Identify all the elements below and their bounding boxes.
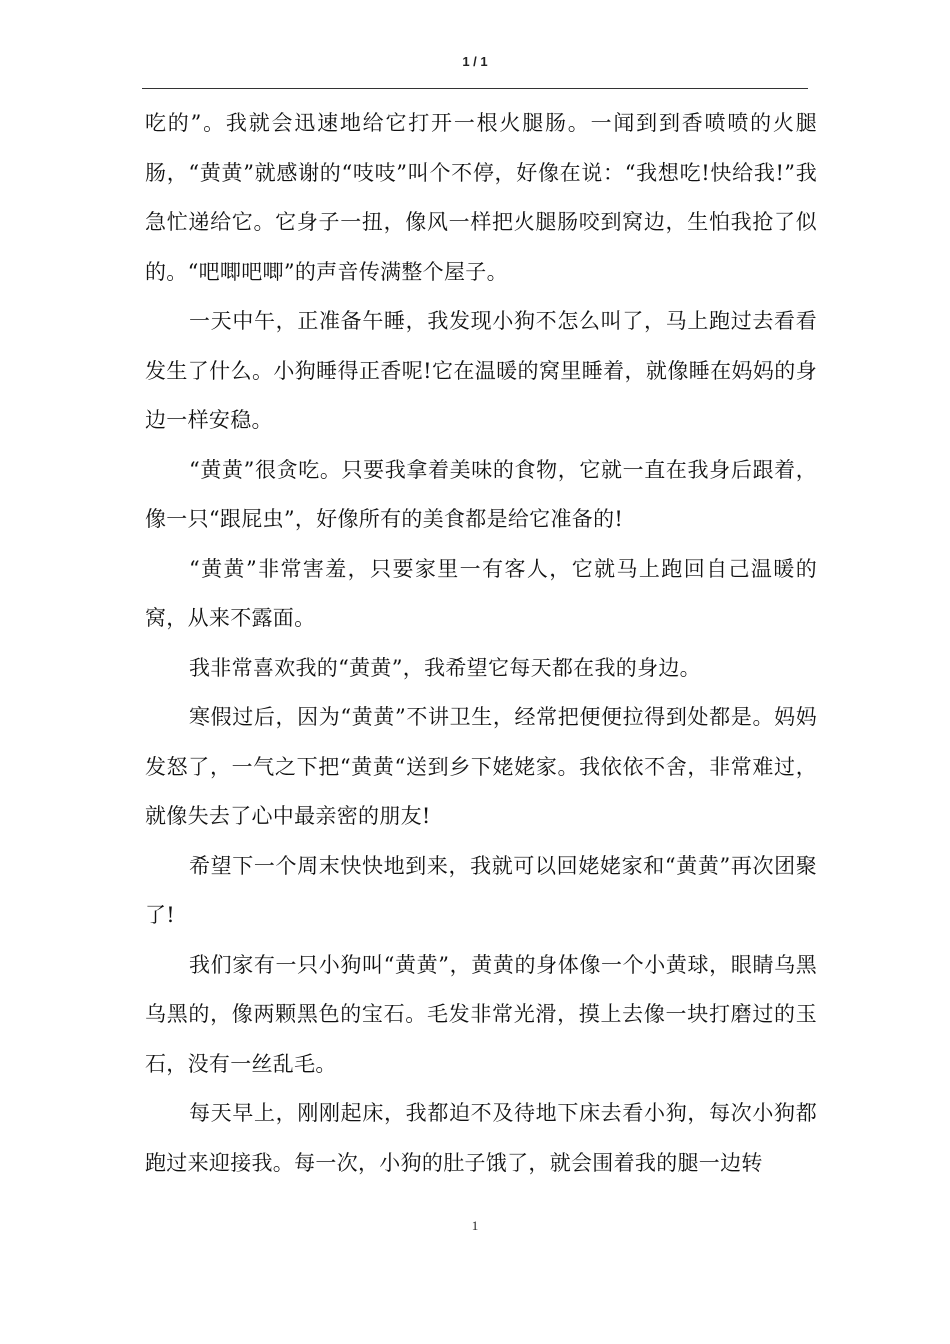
- paragraph: “黄黄”非常害羞，只要家里一有客人，它就马上跑回自己温暖的窝，从来不露面。: [145, 556, 817, 630]
- paragraph: 希望下一个周末快快地到来，我就可以回姥姥家和“黄黄”再次团聚了!: [145, 853, 817, 927]
- paragraph: “黄黄”很贪吃。只要我拿着美味的食物，它就一直在我身后跟着，像一只“跟屁虫”，好像所有的美食都是给它准备的!: [145, 457, 817, 531]
- paragraph: 每天早上，刚刚起床，我都迫不及待地下床去看小狗，每次小狗都跑过来迎接我。每一次，小狗的肚子饿了，就会围着我的腿一边转: [145, 1101, 817, 1175]
- page-counter: 1 / 1: [462, 54, 488, 69]
- document-body: [145, 99, 817, 1188]
- paragraph: 吃的”。我就会迅速地给它打开一根火腿肠。一闻到到香喷喷的火腿肠，“黄黄”就感谢的“吱吱”叫个不停，好像在说：“我想吃!快给我!”我急忙递给它。它身子一扭，像风一样把火腿肠咬到窝边，生怕我抢了似的。“吧唧吧唧”的声音传满整个屋子。: [145, 111, 817, 284]
- paragraph: 我非常喜欢我的“黄黄”，我希望它每天都在我的身边。: [189, 655, 701, 680]
- header-divider: [142, 88, 808, 89]
- paragraph: 一天中午，正准备午睡，我发现小狗不怎么叫了，马上跑过去看看发生了什么。小狗睡得正香呢!它在温暖的窝里睡着，就像睡在妈妈的身边一样安稳。: [145, 309, 817, 432]
- paragraph: 我们家有一只小狗叫“黄黄”，黄黄的身体像一个小黄球，眼睛乌黑乌黑的，像两颗黑色的宝石。毛发非常光滑，摸上去像一块打磨过的玉石，没有一丝乱毛。: [145, 952, 817, 1076]
- paragraph: 寒假过后，因为“黄黄”不讲卫生，经常把便便拉得到处都是。妈妈发怒了，一气之下把“黄黄“送到乡下姥姥家。我依依不舍，非常难过，就像失去了心中最亲密的朋友!: [145, 705, 817, 828]
- page-number: 1: [471, 1218, 479, 1233]
